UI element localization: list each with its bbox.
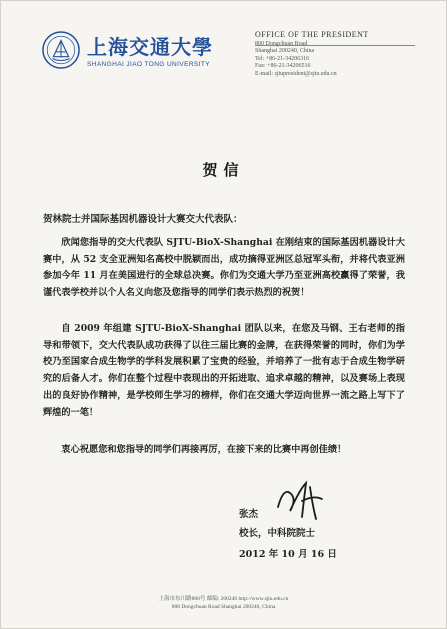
handwritten-signature bbox=[270, 477, 330, 523]
office-line: Shanghai 200240, China bbox=[255, 48, 315, 55]
office-title: OFFICE OF THE PRESIDENT bbox=[255, 30, 369, 39]
university-seal-logo bbox=[42, 31, 80, 69]
letter-salutation: 贺林院士并国际基因机器设计大赛交大代表队： bbox=[43, 214, 243, 225]
office-line: Tel: +86-21-34206316 bbox=[255, 55, 310, 62]
office-line: Fax: +86-21-34206516 bbox=[255, 63, 311, 70]
signer-title: 校长，中科院院士 bbox=[239, 528, 316, 539]
office-line: 800 Dongchuan Road bbox=[255, 40, 308, 47]
letterhead-divider bbox=[255, 45, 415, 46]
university-name-cn: 上海交通大學 bbox=[87, 35, 213, 59]
footer-line-cn: 上海市东川路800号 邮编: 200240 http://www.sjtu.edu.cn bbox=[158, 596, 289, 602]
signer-name: 张杰 bbox=[239, 509, 259, 520]
letter-footer bbox=[1, 595, 446, 611]
letter-date: 2012 年 10 月 16 日 bbox=[239, 549, 337, 560]
university-name-en: SHANGHAI JIAO TONG UNIVERSITY bbox=[87, 61, 210, 68]
office-contact-block bbox=[255, 31, 415, 79]
footer-line-en: 800 Dongchuan Road Shanghai 200240, China bbox=[171, 604, 276, 610]
letter-paragraph: 欣闻您指导的交大代表队 SJTU-BioX-Shanghai 在刚结束的国际基因机器设计大赛中，从 52 支全亚洲知名高校中脱颖而出，成功摘得亚洲区总冠军头衔，并将代表亚洲参加今年 11 月在美国进行的全球总决赛。你们为交通大学乃至亚洲高校赢得了荣誉，我谨代表学校并以个人名义向您及您指导的同学们表示热烈的祝贺！ bbox=[43, 237, 405, 299]
letter-paragraph: 衷心祝愿您和您指导的同学们再接再厉，在接下来的比赛中再创佳绩！ bbox=[61, 444, 347, 455]
letter-paragraph: 自 2009 年组建 SJTU-BioX-Shanghai 团队以来，在您及马钢、王右老师的指导和带领下，交大代表队成功获得了以往三届比赛的金牌，在获得荣誉的同时，你们为学校乃至国家合成生物学的学科发展积累了宝贵的经验，并培养了一批有志于合成生物学研究的后备人才。你们在整个过程中表现出的开拓进取、追求卓越的精神，以及赛场上表现出的良好协作精神，是学校师生学习的榜样，你们在交通大学迈向世界一流之路上写下了辉煌的一笔！ bbox=[43, 323, 405, 418]
office-line: E-mail: sjtupresident@sjtu.edu.cn bbox=[255, 70, 337, 77]
letter-title: 贺信 bbox=[202, 161, 245, 179]
